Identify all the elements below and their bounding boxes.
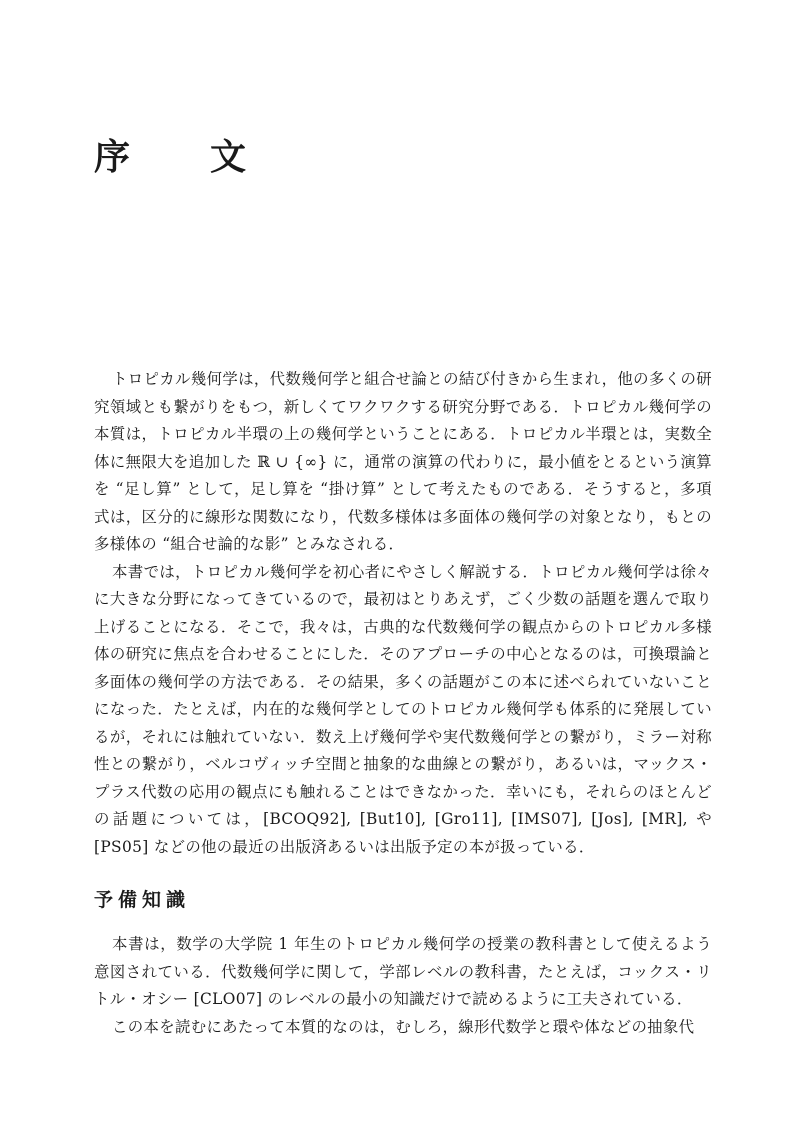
section-heading-prerequisites: 予備知識 <box>94 889 191 911</box>
intro-paragraph-2: 本書では，トロピカル幾何学を初心者にやさしく解説する．トロピカル幾何学は徐々に大きな分野になってきているので，最初はとりあえず，ごく少数の話題を選んで取り上げることになる．そこで，我々は，古典的な代数幾何学の観点からのトロピカル多様体の研究に焦点を合わせることにした．そのアプローチの中心となるのは，可換環論と多面体の幾何学の方法である．その結果，多くの話題がこの本に述べられていないことになった．たとえば，内在的な幾何学としてのトロピカル幾何学も体系的に発展しているが，それには触れていない．数え上げ幾何学や実代数幾何学との繋がり，ミラー対称性との繋がり，ベルコヴィッチ空間と抽象的な曲線との繋がり，あるいは，マックス・プラス代数の応用の観点にも触れることはできなかった．幸いにも，それらのほとんどの話題については，[BCOQ92], [But10], [Gro11], [IMS07], [Jos], [MR], や [PS05] などの他の最近の出版済あるいは出版予定の本が扱っている． <box>94 562 712 856</box>
prerequisites-paragraph-1: 本書は，数学の大学院 1 年生のトロピカル幾何学の授業の教科書として使えるよう意図されている．代数幾何学に関して，学部レベルの教科書，たとえば，コックス・リトル・オシー [CLO07] のレベルの最小の知識だけで読めるように工夫されている． <box>94 935 712 1008</box>
intro-paragraph-1: トロピカル幾何学は，代数幾何学と組合せ論との結び付きから生まれ，他の多くの研究領域とも繋がりをもつ，新しくてワクワクする研究分野である．トロピカル幾何学の本質は，トロピカル半環の上の幾何学ということにある．トロピカル半環とは，実数全体に無限大を追加した ℝ ∪ {∞} に，通常の演算の代わりに，最小値をとるという演算を “足し算” として，足し算を “掛け算” として考えたものである．そうすると，多項式は，区分的に線形な関数になり，代数多様体は多面体の幾何学の対象となり，もとの多様体の “組合せ論的な影” とみなされる． <box>94 370 712 553</box>
prerequisites-section <box>94 931 712 1041</box>
prerequisites-paragraph-2: この本を読むにあたって本質的なのは，むしろ，線形代数学と環や体などの抽象代 <box>112 1017 695 1036</box>
chapter-title: 序 文 <box>94 136 269 178</box>
intro-section <box>94 366 712 861</box>
